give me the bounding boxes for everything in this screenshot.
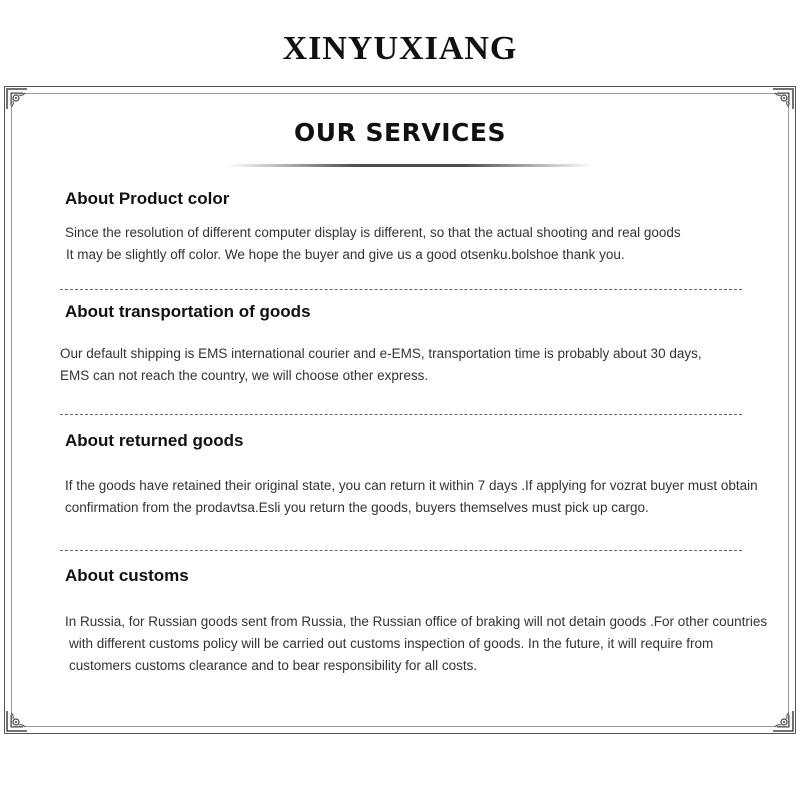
section-divider [60, 289, 742, 290]
text-line: with different customs policy will be carried out customs inspection of goods. In the future, it will require from [69, 636, 714, 651]
corner-ornament-icon [5, 87, 29, 111]
section-text-transportation [60, 343, 702, 387]
page-title: OUR SERVICES [294, 118, 506, 147]
text-line: confirmation from the prodavtsa.Esli you return the goods, buyers themselves must pick up cargo. [65, 500, 649, 515]
corner-ornament-icon [771, 709, 795, 733]
section-heading-transportation: About transportation of goods [65, 302, 311, 321]
brand-logo-text: XINYUXIANG [282, 30, 518, 67]
corner-ornament-icon [5, 709, 29, 733]
section-divider [60, 414, 742, 415]
section-text-customs [65, 611, 767, 677]
section-heading-product-color: About Product color [65, 189, 230, 208]
section-heading-customs: About customs [65, 566, 189, 585]
title-underline [228, 164, 592, 167]
corner-ornament-icon [771, 87, 795, 111]
section-heading-returned-goods: About returned goods [65, 431, 244, 450]
text-line: In Russia, for Russian goods sent from Russia, the Russian office of braking will not detain goods .For other countries [65, 614, 768, 629]
text-line: customers customs clearance and to bear responsibility for all costs. [69, 658, 478, 673]
text-line: It may be slightly off color. We hope the buyer and give us a good otsenku.bolshoe thank you. [66, 247, 625, 262]
section-text-product-color [65, 222, 681, 266]
text-line: EMS can not reach the country, we will choose other express. [60, 368, 429, 383]
section-text-returned-goods [65, 475, 758, 519]
section-divider [60, 550, 742, 551]
text-line: Since the resolution of different computer display is different, so that the actual shooting and real goods [65, 225, 681, 240]
text-line: If the goods have retained their original state, you can return it within 7 days .If applying for vozrat buyer must obtain [65, 478, 758, 493]
text-line: Our default shipping is EMS international courier and e-EMS, transportation time is probably about 30 days, [60, 346, 702, 361]
